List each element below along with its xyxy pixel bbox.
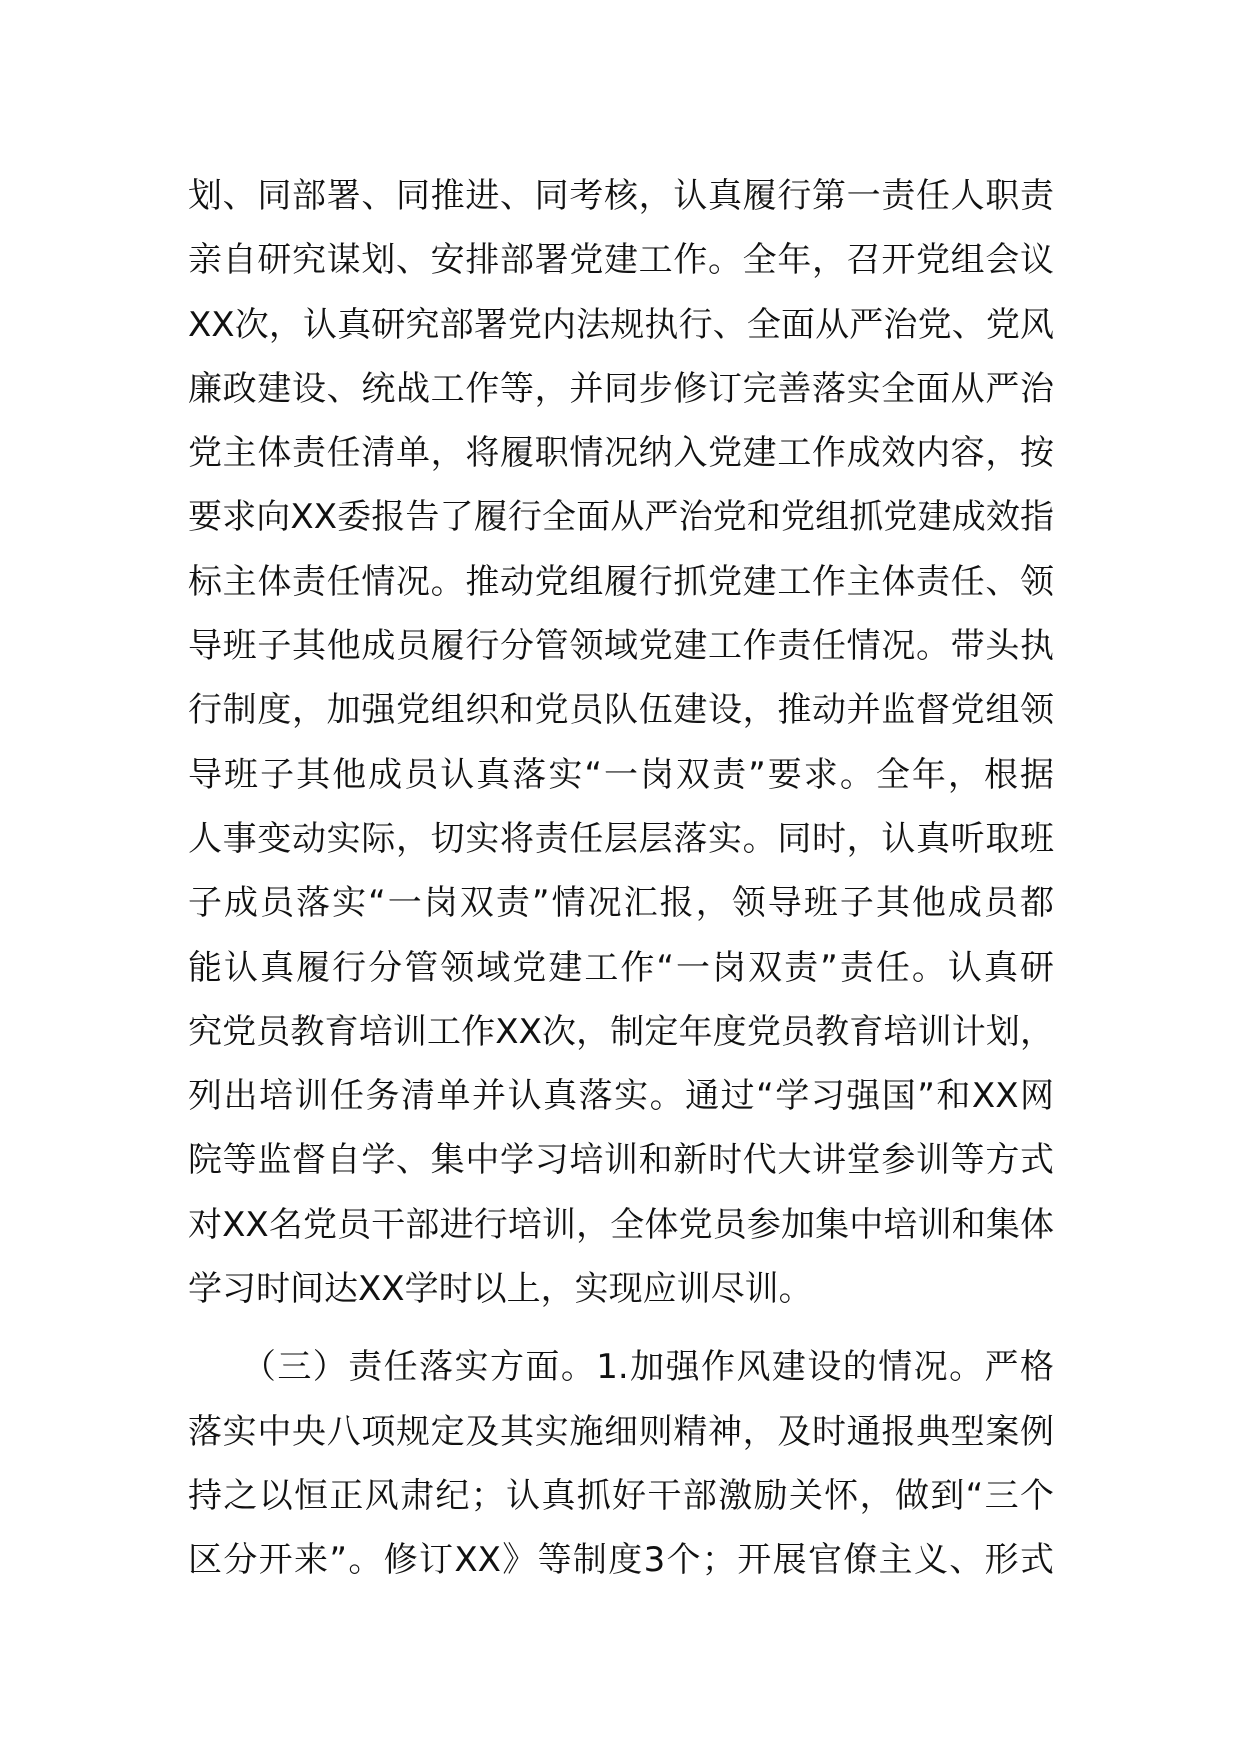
text-line: 廉政建设、统战工作等，并同步修订完善落实全面从严治 (188, 368, 1054, 409)
text-line: 行制度，加强党组织和党员队伍建设，推动并监督党组领 (188, 690, 1054, 731)
text-line: 区分开来”。修订XX》等制度3个；开展官僚主义、形式 (188, 1540, 1054, 1581)
text-line: 学习时间达XX学时以上，实现应训尽训。 (188, 1269, 813, 1310)
paragraph (188, 1335, 1054, 1592)
body-text (188, 164, 1054, 1593)
text-line: 能认真履行分管领域党建工作“一岗双责”责任。认真研 (188, 947, 1054, 988)
text-line: 对XX名党员干部进行培训，全体党员参加集中培训和集体 (188, 1204, 1054, 1245)
text-line: 列出培训任务清单并认真落实。通过“学习强国”和XX网 (188, 1076, 1054, 1117)
text-line: 标主体责任情况。推动党组履行抓党建工作主体责任、领 (188, 561, 1054, 602)
text-line: 导班子其他成员认真落实“一岗双责”要求。全年，根据 (188, 754, 1054, 795)
text-line: 落实中央八项规定及其实施细则精神，及时通报典型案例 (188, 1411, 1054, 1452)
text-line: 究党员教育培训工作XX次，制定年度党员教育培训计划， (188, 1011, 1054, 1052)
text-line: 人事变动实际，切实将责任层层落实。同时，认真听取班 (188, 818, 1054, 859)
text-line: （三）责任落实方面。1.加强作风建设的情况。严格 (188, 1347, 1054, 1388)
text-line: XX次，认真研究部署党内法规执行、全面从严治党、党风 (188, 304, 1054, 345)
paragraph-spacer (188, 1321, 1054, 1335)
text-line: 划、同部署、同推进、同考核，认真履行第一责任人职责 (188, 176, 1054, 216)
text-line: 持之以恒正风肃纪；认真抓好干部激励关怀，做到“三个 (188, 1475, 1054, 1516)
text-line: 亲自研究谋划、安排部署党建工作。全年，召开党组会议 (188, 240, 1054, 281)
text-line: 要求向XX委报告了履行全面从严治党和党组抓党建成效指 (188, 497, 1054, 538)
text-line: 党主体责任清单，将履职情况纳入党建工作成效内容，按 (188, 433, 1054, 474)
text-line: 子成员落实“一岗双责”情况汇报，领导班子其他成员都 (188, 883, 1054, 924)
paragraph (188, 164, 1054, 1321)
text-line: 院等监督自学、集中学习培训和新时代大讲堂参训等方式 (188, 1140, 1054, 1181)
text-line: 导班子其他成员履行分管领域党建工作责任情况。带头执 (188, 626, 1054, 667)
